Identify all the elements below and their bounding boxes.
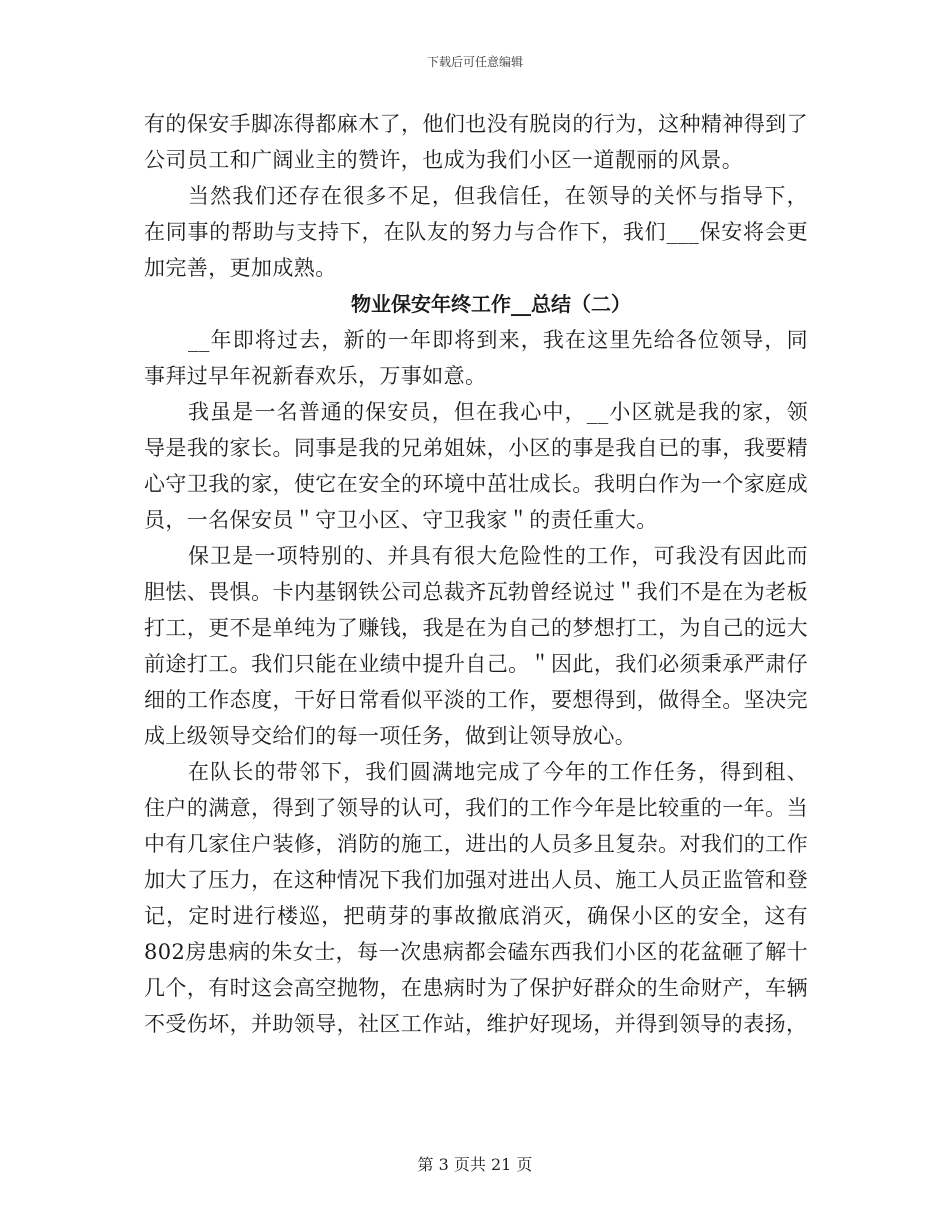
section-title: 物业保安年终工作__总结（二） — [351, 292, 631, 316]
paragraph: 保卫是一项特别的、并具有很大危险性的工作，可我没有因此而胆怯、畏惧。卡内基钢铁公司总裁齐瓦勃曾经说过＂我们不是在为老板打工，更不是单纯为了赚钱，我是在为自己的梦想打工，为自己的远大前途打工。我们只能在业绩中提升自己。＂因此，我们必须秉承严肃仔细的工作态度，干好日常看似平淡的工作，要想得到，做得全。坚决完成上级领导交给们的每一项任务，做到让领导放心。 — [144, 544, 808, 748]
paragraph: __年即将过去，新的一年即将到来，我在这里先给各位领导，同事拜过早年祝新春欢乐，万事如意。 — [144, 328, 808, 388]
paragraph: 在队长的带邻下，我们圆满地完成了今年的工作任务，得到租、住户的满意，得到了领导的认可，我们的工作今年是比较重的一年。当中有几家住户装修，消防的施工，进出的人员多且复杂。对我们的工作加大了压力，在这种情况下我们加强对进出人员、施工人员正监管和登记，定时进行楼巡，把萌芽的事故撤底消灭，确保小区的安全，这有802房患病的朱女士，每一次患病都会磕东西我们小区的花盆砸了解十几个，有时这会高空抛物，在患病时为了保护好群众的生命财产，车辆不受伤坏，并助领导，社区工作站，维护好现场，并得到领导的表扬， — [144, 760, 808, 1036]
paragraph: 有的保安手脚冻得都麻木了，他们也没有脱岗的行为，这种精神得到了公司员工和广阔业主的赞许，也成为我们小区一道靓丽的风景。 — [144, 112, 808, 172]
document-body — [144, 106, 808, 1042]
paragraph: 当然我们还存在很多不足，但我信任，在领导的关怀与指导下，在同事的帮助与支持下，在队友的努力与合作下，我们___保安将会更加完善，更加成熟。 — [144, 184, 808, 280]
header-note: 下载后可任意编辑 — [426, 55, 523, 69]
paragraph: 我虽是一名普通的保安员，但在我心中，__小区就是我的家，领导是我的家长。同事是我的兄弟姐妹，小区的事是我自已的事，我要精心守卫我的家，使它在安全的环境中茁壮成长。我明白作为一个家庭成员，一名保安员＂守卫小区、守卫我家＂的责任重大。 — [144, 400, 808, 532]
page-number-footer: 第 3 页共 21 页 — [417, 1155, 533, 1174]
